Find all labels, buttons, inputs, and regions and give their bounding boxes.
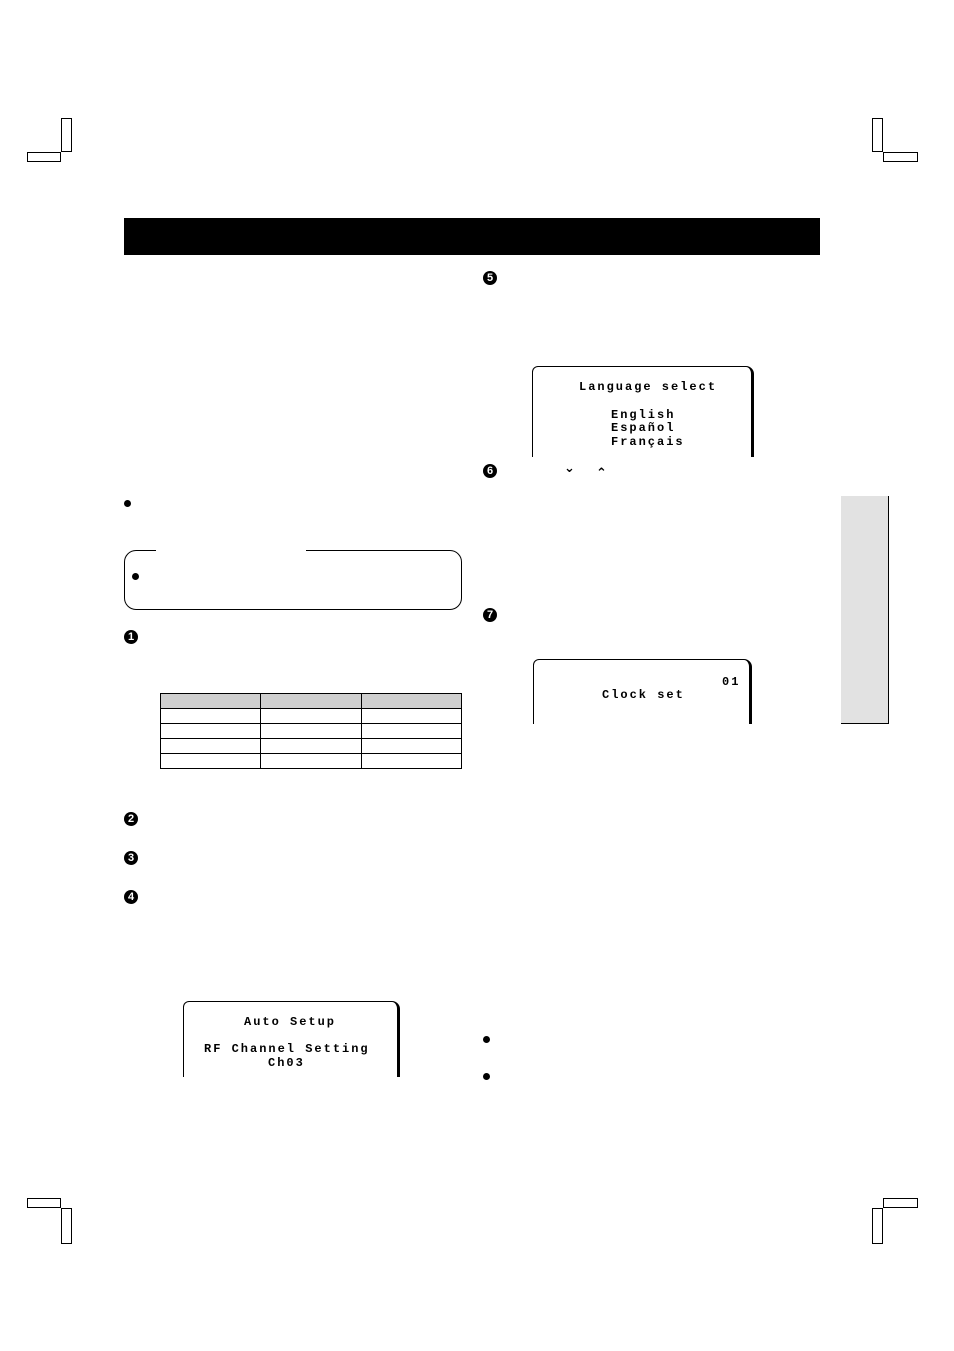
crop-mark-box [27,152,61,162]
table-cell [361,754,461,769]
table-cell [261,739,361,754]
table-row [161,709,462,724]
side-index-tab [841,496,889,724]
step-number-6: 6 [483,464,497,478]
bullet-icon [483,1036,490,1043]
language-option: Français [611,435,685,449]
crop-mark-box [883,1198,918,1208]
table-cell [161,754,261,769]
crop-mark-box [61,118,72,152]
step-number-1: 1 [124,630,138,644]
section-header-bar [124,218,820,255]
clock-value: 01 [722,675,741,689]
language-option: Español [611,421,676,435]
auto-setup-screen [183,1001,400,1077]
table-cell [161,739,261,754]
screen-title: Clock set [602,688,685,702]
language-option: English [611,408,676,422]
bullet-icon [483,1073,490,1080]
chevron-down-icon: ⌄ [564,461,575,476]
language-select-screen [532,366,754,457]
note-box [124,550,462,610]
bullet-icon [132,573,139,580]
table-cell [261,724,361,739]
step-number-4: 4 [124,890,138,904]
table-cell [361,709,461,724]
table-row [161,724,462,739]
table-cell [361,724,461,739]
table-header-cell [361,694,461,709]
crop-mark-box [27,1198,61,1208]
note-box-title-gap [156,548,306,552]
step-number-7: 7 [483,608,497,622]
chevron-up-icon: ⌃ [596,466,607,481]
step-number-2: 2 [124,812,138,826]
bullet-icon [124,500,131,507]
table-header-cell [261,694,361,709]
screen-title: Language select [579,380,718,394]
table-row [161,754,462,769]
step-number-3: 3 [124,851,138,865]
crop-mark-box [872,1208,883,1244]
screen-line: RF Channel Setting [204,1042,370,1056]
table-cell [161,709,261,724]
table-row [161,739,462,754]
clock-set-screen [533,659,752,724]
table-cell [161,724,261,739]
table-cell [261,709,361,724]
table-cell [261,754,361,769]
table-cell [361,739,461,754]
crop-mark-box [61,1208,72,1244]
table-header-row [161,694,462,709]
screen-line: Ch03 [268,1056,305,1070]
screen-title: Auto Setup [244,1015,337,1029]
step-number-5: 5 [483,271,497,285]
crop-mark-box [872,118,883,152]
settings-table [160,693,462,769]
table-header-cell [161,694,261,709]
crop-mark-box [883,152,918,162]
